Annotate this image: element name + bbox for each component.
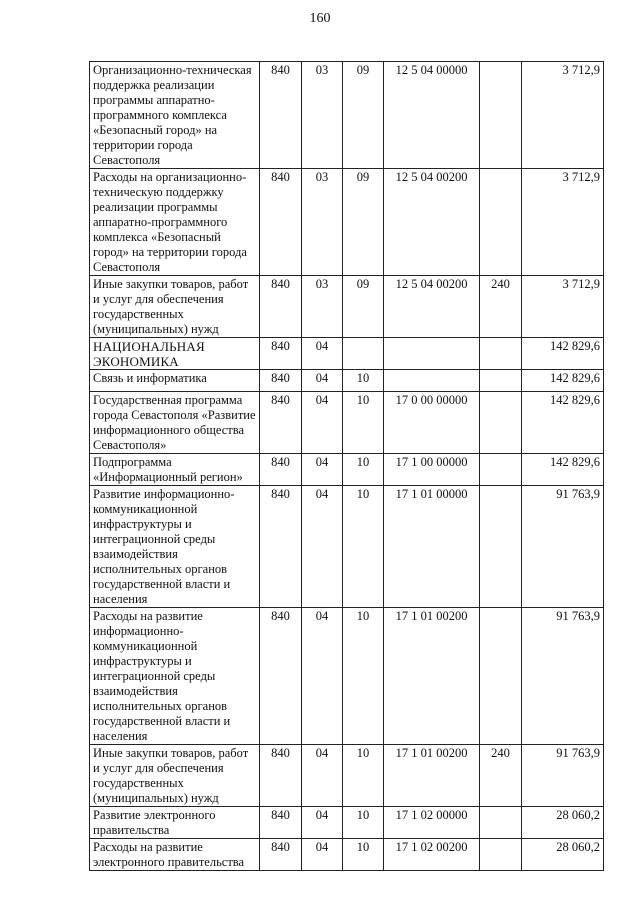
row-name: НАЦИОНАЛЬНАЯ ЭКОНОМИКА xyxy=(90,338,260,370)
budget-table xyxy=(89,61,604,871)
row-csr: 17 1 00 00000 xyxy=(384,454,480,486)
row-name: Развитие электронного правительства xyxy=(90,807,260,839)
table-row xyxy=(90,486,604,608)
row-sum: 91 763,9 xyxy=(522,486,604,608)
row-csr: 12 5 04 00200 xyxy=(384,276,480,338)
row-vr xyxy=(480,169,522,276)
row-csr: 17 1 01 00200 xyxy=(384,745,480,807)
row-ved: 840 xyxy=(260,454,302,486)
table-row xyxy=(90,839,604,871)
row-ved: 840 xyxy=(260,169,302,276)
row-sum: 91 763,9 xyxy=(522,745,604,807)
row-sum: 142 829,6 xyxy=(522,370,604,392)
row-sum: 142 829,6 xyxy=(522,338,604,370)
table-row xyxy=(90,745,604,807)
row-ved: 840 xyxy=(260,370,302,392)
row-sum: 3 712,9 xyxy=(522,62,604,169)
row-rz: 04 xyxy=(302,454,343,486)
row-rz: 03 xyxy=(302,62,343,169)
row-pr xyxy=(343,338,384,370)
row-rz: 03 xyxy=(302,276,343,338)
row-name: Иные закупки товаров, работ и услуг для обеспечения государственных (муниципальных) нужд xyxy=(90,745,260,807)
row-sum: 142 829,6 xyxy=(522,454,604,486)
row-name: Расходы на развитие электронного правительства xyxy=(90,839,260,871)
row-rz: 04 xyxy=(302,392,343,454)
row-ved: 840 xyxy=(260,807,302,839)
table-row xyxy=(90,608,604,745)
row-vr xyxy=(480,839,522,871)
row-sum: 3 712,9 xyxy=(522,276,604,338)
row-pr: 10 xyxy=(343,807,384,839)
row-ved: 840 xyxy=(260,745,302,807)
row-ved: 840 xyxy=(260,608,302,745)
row-rz: 04 xyxy=(302,745,343,807)
row-pr: 10 xyxy=(343,486,384,608)
row-sum: 28 060,2 xyxy=(522,839,604,871)
table-row xyxy=(90,338,604,370)
row-pr: 09 xyxy=(343,169,384,276)
row-vr xyxy=(480,454,522,486)
row-vr xyxy=(480,392,522,454)
row-pr: 10 xyxy=(343,392,384,454)
page-number: 160 xyxy=(309,11,331,26)
row-rz: 04 xyxy=(302,608,343,745)
row-name: Расходы на организационно-техническую поддержку реализации программы аппаратно-программного комплекса «Безопасный город» на территории города Севастополя xyxy=(90,169,260,276)
row-sum: 91 763,9 xyxy=(522,608,604,745)
row-csr: 17 1 01 00000 xyxy=(384,486,480,608)
row-rz: 03 xyxy=(302,169,343,276)
row-vr: 240 xyxy=(480,745,522,807)
row-sum: 28 060,2 xyxy=(522,807,604,839)
row-vr xyxy=(480,338,522,370)
row-csr: 17 0 00 00000 xyxy=(384,392,480,454)
row-pr: 10 xyxy=(343,745,384,807)
row-rz: 04 xyxy=(302,807,343,839)
row-sum: 142 829,6 xyxy=(522,392,604,454)
table-row xyxy=(90,169,604,276)
row-rz: 04 xyxy=(302,486,343,608)
row-ved: 840 xyxy=(260,486,302,608)
row-ved: 840 xyxy=(260,276,302,338)
row-vr xyxy=(480,62,522,169)
row-name: Организационно-техническая поддержка реализации программы аппаратно-программного комплекса «Безопасный город» на территории города Севастополя xyxy=(90,62,260,169)
row-name: Развитие информационно-коммуникационной инфраструктуры и интеграционной среды взаимодействия исполнительных органов государственной власти и населения xyxy=(90,486,260,608)
row-csr xyxy=(384,338,480,370)
row-ved: 840 xyxy=(260,392,302,454)
row-csr: 17 1 02 00000 xyxy=(384,807,480,839)
row-rz: 04 xyxy=(302,839,343,871)
table-row xyxy=(90,454,604,486)
row-vr xyxy=(480,608,522,745)
row-vr xyxy=(480,370,522,392)
row-pr: 09 xyxy=(343,276,384,338)
row-csr: 12 5 04 00000 xyxy=(384,62,480,169)
row-name: Подпрограмма «Информационный регион» xyxy=(90,454,260,486)
row-vr xyxy=(480,807,522,839)
row-csr: 17 1 02 00200 xyxy=(384,839,480,871)
row-sum: 3 712,9 xyxy=(522,169,604,276)
row-name: Иные закупки товаров, работ и услуг для обеспечения государственных (муниципальных) нужд xyxy=(90,276,260,338)
row-rz: 04 xyxy=(302,338,343,370)
row-csr: 17 1 01 00200 xyxy=(384,608,480,745)
table-row xyxy=(90,392,604,454)
table-row xyxy=(90,807,604,839)
budget-table-body xyxy=(90,62,604,871)
row-pr: 10 xyxy=(343,608,384,745)
row-csr xyxy=(384,370,480,392)
row-csr: 12 5 04 00200 xyxy=(384,169,480,276)
row-pr: 10 xyxy=(343,454,384,486)
table-row xyxy=(90,276,604,338)
row-ved: 840 xyxy=(260,62,302,169)
row-vr xyxy=(480,486,522,608)
row-pr: 10 xyxy=(343,370,384,392)
row-pr: 10 xyxy=(343,839,384,871)
row-vr: 240 xyxy=(480,276,522,338)
table-row xyxy=(90,62,604,169)
row-rz: 04 xyxy=(302,370,343,392)
row-ved: 840 xyxy=(260,338,302,370)
row-name: Связь и информатика xyxy=(90,370,260,392)
row-ved: 840 xyxy=(260,839,302,871)
row-pr: 09 xyxy=(343,62,384,169)
table-row xyxy=(90,370,604,392)
row-name: Расходы на развитие информационно-коммуникационной инфраструктуры и интеграционной среды взаимодействия исполнительных органов государственной власти и населения xyxy=(90,608,260,745)
row-name: Государственная программа города Севастополя «Развитие информационного общества Севастополя» xyxy=(90,392,260,454)
